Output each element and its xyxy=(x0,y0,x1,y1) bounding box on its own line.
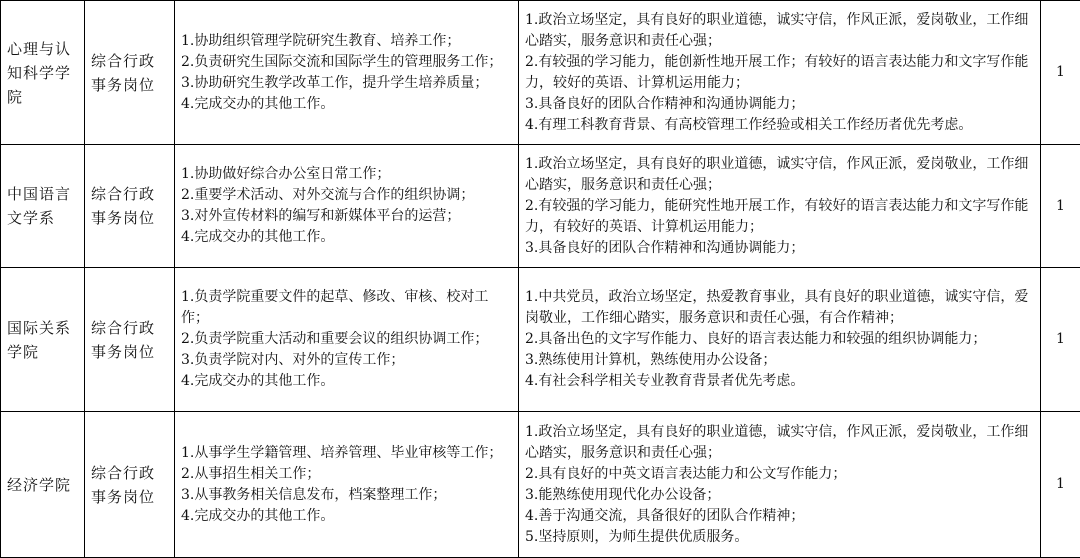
duty-item: 1.负责学院重要文件的起草、修改、审核、校对工作； xyxy=(181,287,512,329)
requirement-item: 4.有社会科学相关专业教育背景者优先考虑。 xyxy=(525,371,1034,392)
duty-item: 1.从事学生学籍管理、培养管理、毕业审核等工作； xyxy=(181,443,512,464)
duty-item: 3.从事教务相关信息发布，档案整理工作； xyxy=(181,485,512,506)
duty-item: 4.完成交办的其他工作。 xyxy=(181,227,512,248)
duties-cell xyxy=(175,1,519,145)
duty-item: 3.协助研究生教学改革工作，提升学生培养质量； xyxy=(181,73,512,94)
duty-item: 3.负责学院对内、对外的宣传工作； xyxy=(181,350,512,371)
headcount-cell: 1 xyxy=(1041,268,1080,412)
requirement-item: 3.熟练使用计算机，熟练使用办公设备； xyxy=(525,350,1034,371)
requirement-item: 3.能熟练使用现代化办公设备； xyxy=(525,485,1034,506)
department-cell: 国际关系学院 xyxy=(1,268,85,412)
duty-item: 1.协助做好综合办公室日常工作； xyxy=(181,164,512,185)
position-cell: 综合行政事务岗位 xyxy=(85,268,175,412)
headcount-cell: 1 xyxy=(1041,412,1080,558)
requirements-cell xyxy=(519,268,1041,412)
duty-item: 2.从事招生相关工作； xyxy=(181,464,512,485)
requirements-cell xyxy=(519,145,1041,268)
duty-item: 1.协助组织管理学院研究生教育、培养工作； xyxy=(181,31,512,52)
duty-item: 4.完成交办的其他工作。 xyxy=(181,506,512,527)
duties-cell xyxy=(175,412,519,558)
department-cell: 心理与认知科学学院 xyxy=(1,1,85,145)
duty-item: 4.完成交办的其他工作。 xyxy=(181,371,512,392)
position-cell: 综合行政事务岗位 xyxy=(85,412,175,558)
duty-item: 2.负责学院重大活动和重要会议的组织协调工作； xyxy=(181,329,512,350)
requirement-item: 2.具有良好的中英文语言表达能力和公文写作能力； xyxy=(525,464,1034,485)
duties-cell xyxy=(175,268,519,412)
requirement-item: 4.有理工科教育背景、有高校管理工作经验或相关工作经历者优先考虑。 xyxy=(525,115,1034,136)
requirement-item: 5.坚持原则，为师生提供优质服务。 xyxy=(525,527,1034,548)
duty-item: 3.对外宣传材料的编写和新媒体平台的运营； xyxy=(181,206,512,227)
headcount-cell: 1 xyxy=(1041,145,1080,268)
requirement-item: 2.有较强的学习能力，能研究性地开展工作，有较好的语言表达能力和文字写作能力，有较好的英语、计算机运用能力； xyxy=(525,196,1034,238)
duty-item: 2.重要学术活动、对外交流与合作的组织协调； xyxy=(181,185,512,206)
requirements-cell xyxy=(519,1,1041,145)
position-cell: 综合行政事务岗位 xyxy=(85,145,175,268)
requirement-item: 2.有较强的学习能力，能创新性地开展工作；有较好的语言表达能力和文字写作能力，较好的英语、计算机运用能力； xyxy=(525,52,1034,94)
requirement-item: 1.政治立场坚定，具有良好的职业道德，诚实守信，作风正派，爱岗敬业，工作细心踏实，服务意识和责任心强； xyxy=(525,154,1034,196)
department-cell: 经济学院 xyxy=(1,412,85,558)
position-cell: 综合行政事务岗位 xyxy=(85,1,175,145)
duties-cell xyxy=(175,145,519,268)
requirement-item: 4.善于沟通交流，具备很好的团队合作精神； xyxy=(525,506,1034,527)
table-row xyxy=(1,412,1080,558)
table-row xyxy=(1,145,1080,268)
requirement-item: 3.具备良好的团队合作精神和沟通协调能力； xyxy=(525,94,1034,115)
duty-item: 2.负责研究生国际交流和国际学生的管理服务工作； xyxy=(181,52,512,73)
requirement-item: 3.具备良好的团队合作精神和沟通协调能力； xyxy=(525,238,1034,259)
requirement-item: 1.政治立场坚定，具有良好的职业道德，诚实守信，作风正派，爱岗敬业，工作细心踏实，服务意识和责任心强； xyxy=(525,422,1034,464)
requirements-cell xyxy=(519,412,1041,558)
requirement-item: 1.中共党员，政治立场坚定，热爱教育事业，具有良好的职业道德，诚实守信，爱岗敬业，工作细心踏实，服务意识和责任心强，有合作精神； xyxy=(525,287,1034,329)
duty-item: 4.完成交办的其他工作。 xyxy=(181,94,512,115)
requirement-item: 1.政治立场坚定，具有良好的职业道德，诚实守信，作风正派，爱岗敬业，工作细心踏实，服务意识和责任心强； xyxy=(525,10,1034,52)
requirement-item: 2.具备出色的文字写作能力、良好的语言表达能力和较强的组织协调能力； xyxy=(525,329,1034,350)
headcount-cell: 1 xyxy=(1041,1,1080,145)
department-cell: 中国语言文学系 xyxy=(1,145,85,268)
table-row xyxy=(1,1,1080,145)
table-row xyxy=(1,268,1080,412)
